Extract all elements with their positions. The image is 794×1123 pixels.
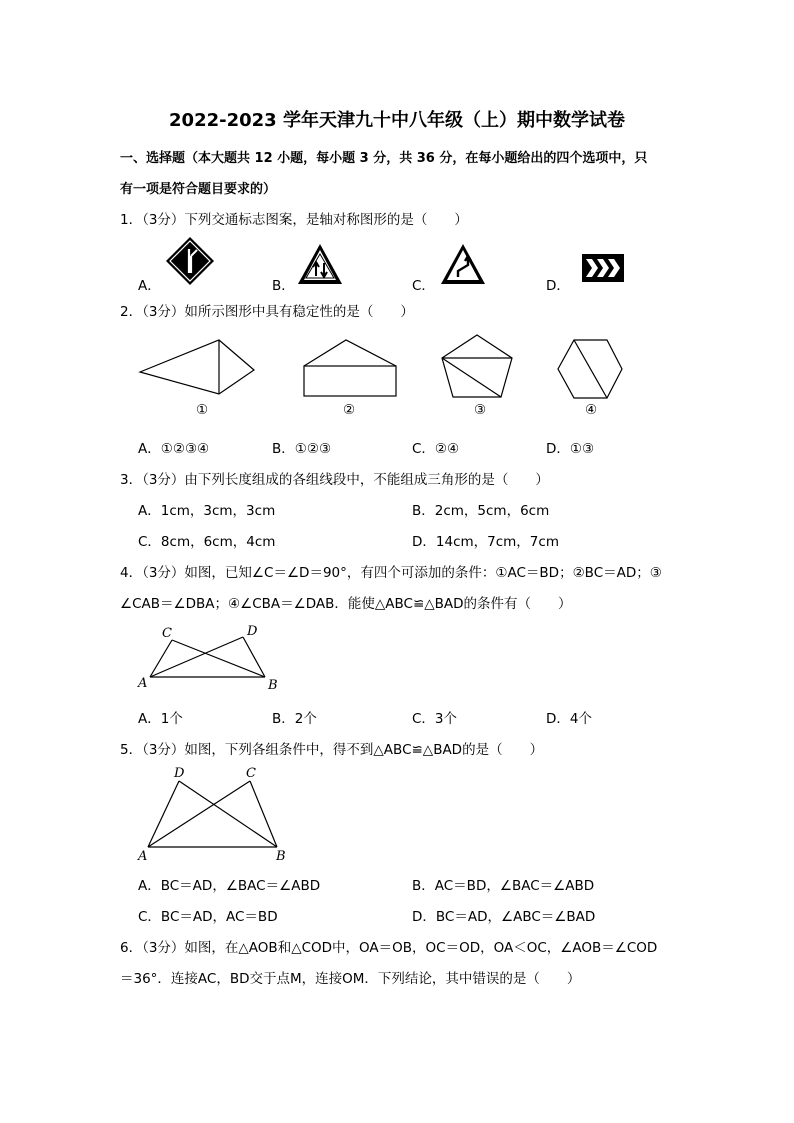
question-2-stem: 2．（3分）如所示图形中具有稳定性的是（ ） [120, 304, 414, 320]
q2-option-d[interactable]: D．①③ [546, 441, 595, 457]
q2-figure-3-label: ③ [474, 402, 487, 418]
q2-figure-4-label: ④ [585, 402, 598, 418]
q5-option-c[interactable]: C．BC＝AD，AC＝BD [138, 909, 278, 925]
question-4-stem-line2: ∠CAB＝∠DBA；④∠CBA＝∠DAB．能使△ABC≌△BAD的条件有（ ） [120, 596, 572, 612]
q4-option-d[interactable]: D．4个 [546, 711, 592, 727]
section-heading-line2: 有一项是符合题目要求的） [120, 182, 277, 197]
q5-option-b[interactable]: B．AC＝BD，∠BAC＝∠ABD [412, 878, 595, 894]
page-title: 2022-2023 学年天津九十中八年级（上）期中数学试卷 [169, 110, 625, 131]
q3-option-b[interactable]: B．2cm，5cm，6cm [412, 503, 550, 519]
q5-option-a[interactable]: A．BC＝AD，∠BAC＝∠ABD [138, 878, 321, 894]
q4-label-d: D [247, 624, 258, 639]
q4-label-b: B [268, 678, 278, 693]
question-4-stem-line1: 4．（3分）如图，已知∠C＝∠D＝90°，有四个可添加的条件：①AC＝BD；②BC＝AD；③ [120, 565, 662, 581]
q1-option-b-label[interactable]: B． [272, 278, 295, 294]
q4-option-c[interactable]: C．3个 [412, 711, 458, 727]
q2-figure-2-label: ② [343, 402, 356, 418]
q4-option-b[interactable]: B．2个 [272, 711, 317, 727]
q5-label-b: B [276, 849, 286, 864]
q1-option-d-label[interactable]: D． [546, 278, 570, 294]
q2-option-a[interactable]: A．①②③④ [138, 441, 210, 457]
q5-label-d: D [174, 766, 185, 781]
question-6-stem-line2: ＝36°．连接AC，BD交于点M，连接OM．下列结论，其中错误的是（ ） [120, 971, 581, 987]
q2-option-c[interactable]: C．②④ [412, 441, 460, 457]
section-heading-line1: 一、选择题（本大题共 12 小题，每小题 3 分，共 36 分，在每小题给出的四个选项中，只 [120, 151, 648, 166]
question-6-stem-line1: 6．（3分）如图，在△AOB和△COD中，OA＝OB，OC＝OD，OA＜OC，∠AOB＝∠COD [120, 940, 658, 956]
question-3-stem: 3．（3分）由下列长度组成的各组线段中，不能组成三角形的是（ ） [120, 472, 549, 488]
q4-label-a: A [138, 676, 148, 691]
q1-option-a-label[interactable]: A． [138, 278, 161, 294]
q1-option-c-label[interactable]: C． [412, 278, 435, 294]
q5-option-d[interactable]: D．BC＝AD，∠ABC＝∠BAD [412, 909, 596, 925]
q2-figure-1-label: ① [196, 402, 209, 418]
q3-option-c[interactable]: C．8cm，6cm，4cm [138, 534, 276, 550]
q2-option-b[interactable]: B．①②③ [272, 441, 332, 457]
q3-option-d[interactable]: D．14cm，7cm，7cm [412, 534, 559, 550]
question-1-stem: 1．（3分）下列交通标志图案，是轴对称图形的是（ ） [120, 212, 468, 228]
question-5-stem: 5．（3分）如图，下列各组条件中，得不到△ABC≌△BAD的是（ ） [120, 742, 544, 758]
q5-label-c: C [246, 766, 256, 781]
q4-option-a[interactable]: A．1个 [138, 711, 183, 727]
q3-option-a[interactable]: A．1cm，3cm，3cm [138, 503, 276, 519]
q5-label-a: A [138, 849, 148, 864]
q4-label-c: C [162, 626, 172, 641]
